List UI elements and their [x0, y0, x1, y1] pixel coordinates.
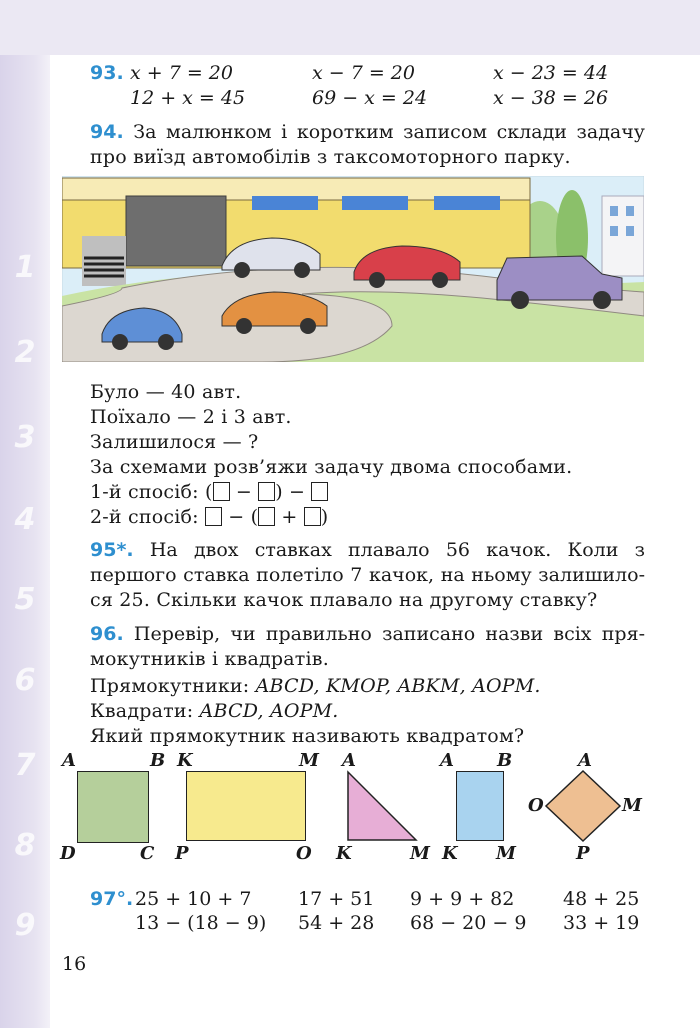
- rectangles-label: Прямокутники:: [90, 675, 250, 697]
- answer-box: [258, 507, 275, 526]
- answer-box: [205, 507, 222, 526]
- rectangles-line: [90, 675, 541, 697]
- vertex-label: O: [528, 795, 544, 816]
- answer-box: [304, 507, 321, 526]
- vertex-label: K: [442, 843, 458, 864]
- exercise-95-line2: першого ставка полетіло 7 качок, на ньому залишило-: [90, 564, 645, 586]
- vertex-label: B: [497, 750, 513, 771]
- equation: x − 7 = 20: [312, 62, 415, 84]
- text: Перевір, чи правильно записано назви всіх пря-: [133, 623, 645, 645]
- side-number: 4: [14, 502, 36, 537]
- equation: x + 7 = 20: [130, 62, 233, 84]
- side-number: 3: [14, 420, 36, 455]
- square-abcd: [77, 771, 149, 843]
- left-line: Поїхало — 2 і 3 авт.: [90, 406, 292, 428]
- vertex-label: M: [622, 795, 642, 816]
- page-number: 16: [62, 953, 87, 975]
- vertex-label: K: [336, 843, 352, 864]
- squares-label: Квадрати:: [90, 700, 194, 722]
- exercise-96-number: 96.: [90, 623, 124, 645]
- exercise-95-line3: ся 25. Скільки качок плавало на другому ставку?: [90, 589, 598, 611]
- vertex-label: B: [150, 750, 166, 771]
- side-number: 8: [14, 828, 36, 863]
- vertex-label: A: [342, 750, 356, 771]
- text: За малюнком і коротким записом склади задачу: [133, 121, 645, 143]
- vertex-label: O: [296, 843, 312, 864]
- squares-line: [90, 700, 339, 722]
- vertex-label: D: [60, 843, 76, 864]
- triangle-akm: [346, 770, 418, 842]
- expression: 13 − (18 − 9): [135, 912, 267, 934]
- answer-box: [311, 482, 328, 501]
- vertex-label: P: [175, 843, 189, 864]
- side-number: 9: [14, 908, 36, 943]
- side-number: 6: [14, 663, 36, 698]
- exercise-93-number: 93.: [90, 62, 124, 84]
- vertex-label: P: [576, 843, 590, 864]
- vertex-label: M: [496, 843, 516, 864]
- vertex-label: A: [62, 750, 76, 771]
- answer-box: [213, 482, 230, 501]
- vertex-label: A: [578, 750, 592, 771]
- expression: 54 + 28: [298, 912, 375, 934]
- garage-gate: [126, 196, 226, 266]
- side-number: 7: [14, 748, 36, 783]
- answer-box: [258, 482, 275, 501]
- exercise-95-number: 95*.: [90, 539, 134, 561]
- expression: 25 + 10 + 7: [135, 888, 252, 910]
- house: [602, 196, 644, 276]
- exercise-94-line1: [90, 121, 645, 143]
- side-number: 5: [14, 582, 36, 617]
- vertex-label: A: [440, 750, 454, 771]
- squares-list: ABCD, AOPM.: [199, 700, 339, 722]
- side-number: 1: [14, 250, 36, 285]
- exercise-96-line2: мокутників і квадратів.: [90, 648, 329, 670]
- expression: 33 + 19: [563, 912, 640, 934]
- remain-line: Залишилося — ?: [90, 431, 259, 453]
- way-2-line: 2-й спосіб: − ( + ): [90, 506, 329, 528]
- rectangle-kmop: [186, 771, 306, 841]
- expression: 9 + 9 + 82: [410, 888, 515, 910]
- exercise-94-line2: про виїзд автомобілів з таксомоторного парку.: [90, 146, 571, 168]
- way-2-label: 2-й спосіб:: [90, 506, 199, 528]
- solve-line: За схемами розв’яжи задачу двома способами.: [90, 456, 573, 478]
- equation: x − 38 = 26: [493, 87, 609, 109]
- expression: 48 + 25: [563, 888, 640, 910]
- was-line: Було — 40 авт.: [90, 381, 242, 403]
- side-band: [0, 55, 50, 1028]
- text: На двох ставках плавало 56 качок. Коли з: [149, 539, 645, 561]
- expression: 17 + 51: [298, 888, 375, 910]
- rectangles-list: ABCD, KMOP, ABKM, AOPM.: [255, 675, 541, 697]
- expression: 68 − 20 − 9: [410, 912, 527, 934]
- exercise-97-number: 97°.: [90, 888, 134, 910]
- vertex-label: M: [299, 750, 319, 771]
- diamond-aopm: [544, 769, 622, 843]
- exercise-94-number: 94.: [90, 121, 124, 143]
- top-band: [0, 0, 700, 55]
- exercise-95-line1: [90, 539, 645, 561]
- way-1-label: 1-й спосіб:: [90, 481, 199, 503]
- equation: x − 23 = 44: [493, 62, 609, 84]
- vertex-label: K: [177, 750, 193, 771]
- vertex-label: C: [140, 843, 155, 864]
- taxi-park-illustration: [62, 176, 644, 362]
- rectangle-abkm: [456, 771, 504, 841]
- exercise-96-line1: [90, 623, 645, 645]
- question-line: Який прямокутник називають квадратом?: [90, 725, 525, 747]
- equation: 12 + x = 45: [130, 87, 246, 109]
- side-number: 2: [14, 335, 36, 370]
- way-1-line: 1-й спосіб: ( − ) −: [90, 481, 328, 503]
- vertex-label: M: [410, 843, 430, 864]
- equation: 69 − x = 24: [312, 87, 428, 109]
